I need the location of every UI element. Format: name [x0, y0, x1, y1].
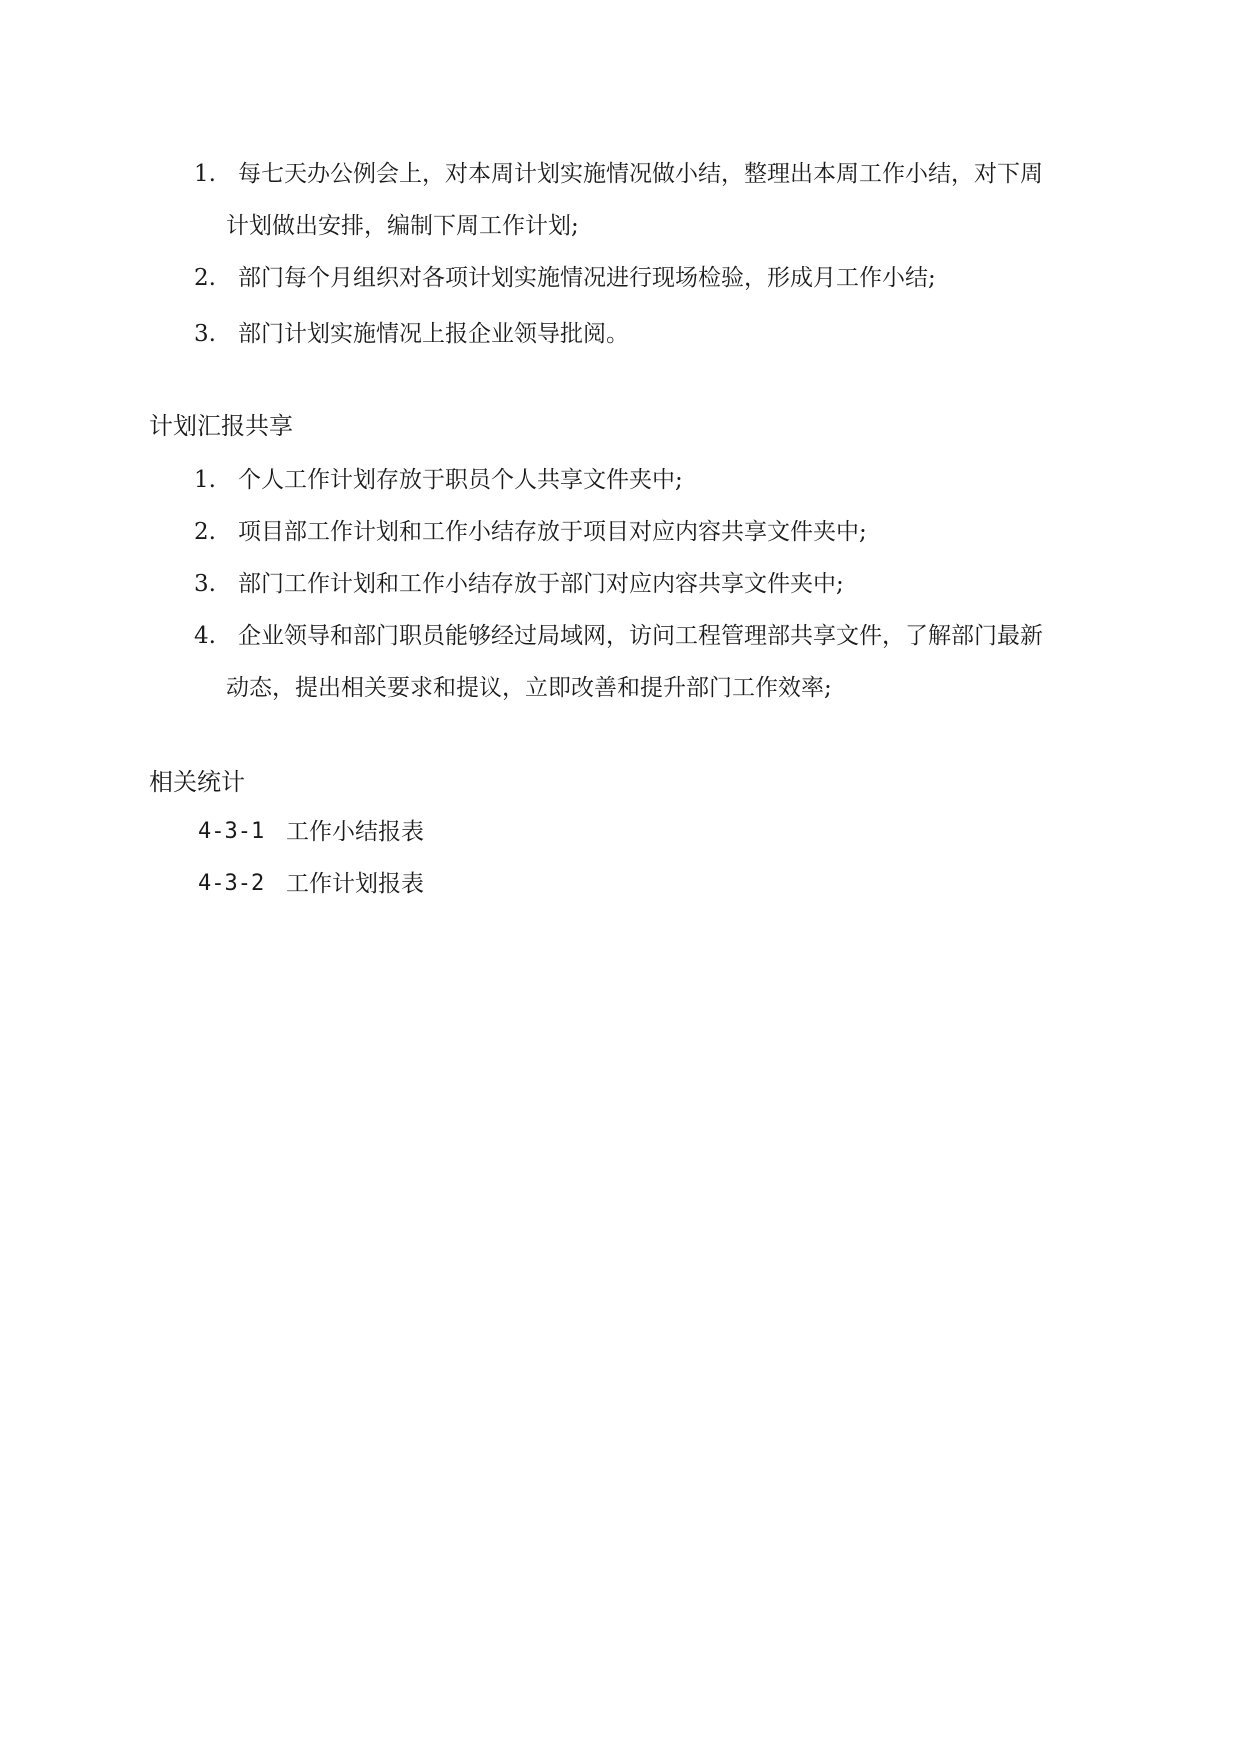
list-item-text-continued: 动态，提出相关要求和提议，立即改善和提升部门工作效率;: [226, 675, 832, 701]
list-item-text: 部门计划实施情况上报企业领导批阅。: [238, 321, 629, 347]
list-item-number: 4.: [194, 623, 216, 649]
list-item-number: 1.: [194, 161, 216, 187]
list-item-number: 2.: [194, 519, 216, 545]
form-title: 工作计划报表: [286, 871, 424, 897]
list-item-text-continued: 计划做出安排，编制下周工作计划;: [226, 213, 579, 239]
list-item-number: 2.: [194, 265, 216, 291]
form-code: 4-3-1: [198, 819, 265, 844]
form-title: 工作小结报表: [286, 819, 424, 845]
list-item-text: 部门工作计划和工作小结存放于部门对应内容共享文件夹中;: [238, 571, 844, 597]
form-code: 4-3-2: [198, 871, 265, 896]
related-form-ref: [0, 816, 1241, 848]
section-heading-related-statistics: 相关统计: [149, 768, 245, 796]
list-item-text: 个人工作计划存放于职员个人共享文件夹中;: [238, 467, 683, 493]
section-heading-plan-sharing: 计划汇报共享: [149, 412, 293, 440]
related-form-ref: [0, 868, 1241, 900]
list-item-text: 部门每个月组织对各项计划实施情况进行现场检验，形成月工作小结;: [238, 265, 936, 291]
list-item-number: 3.: [194, 571, 216, 597]
list-item-text: 每七天办公例会上，对本周计划实施情况做小结，整理出本周工作小结，对下周: [238, 161, 1043, 187]
list-item-number: 1.: [194, 467, 216, 493]
list-item-text: 企业领导和部门职员能够经过局域网，访问工程管理部共享文件，了解部门最新: [238, 623, 1043, 649]
list-item-number: 3.: [194, 321, 216, 347]
list-item-text: 项目部工作计划和工作小结存放于项目对应内容共享文件夹中;: [238, 519, 867, 545]
